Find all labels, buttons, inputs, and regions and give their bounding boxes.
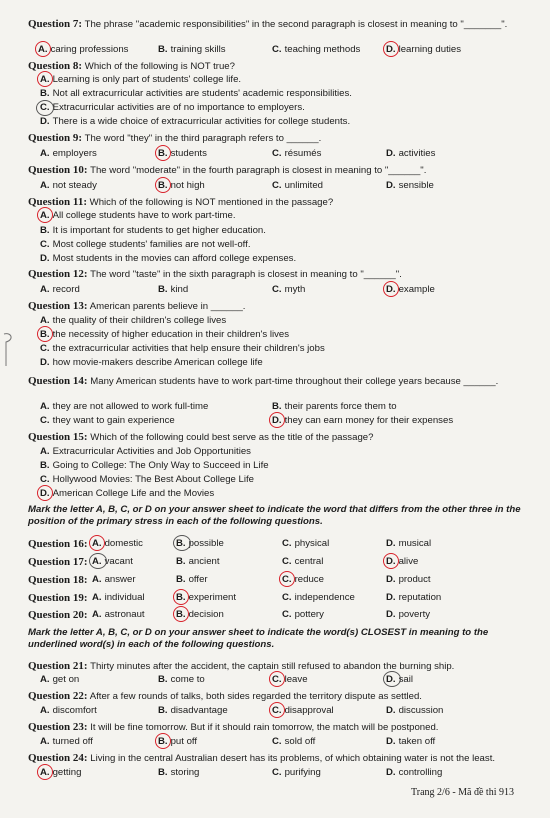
question-14 xyxy=(28,375,518,388)
question-18: Question 18: xyxy=(28,574,88,586)
option-b[interactable]: B. disadvantage xyxy=(158,705,228,716)
question-17: Question 17: xyxy=(28,556,88,568)
option-d[interactable]: D. American College Life and the Movies xyxy=(40,488,215,499)
option-a[interactable]: A. not steady xyxy=(40,180,97,191)
option-c[interactable]: C. leave xyxy=(272,674,308,685)
question-text: The word "taste" in the sixth paragraph is closest in meaning to "______". xyxy=(90,269,402,280)
section-instruction: Mark the letter A, B, C, or D on your answer sheet to indicate the word that differs from the other three in the position of the primary stress in each of the following questions. xyxy=(28,504,521,527)
option-a[interactable]: A. Learning is only part of students' college life. xyxy=(40,74,242,85)
option-a[interactable]: A. getting xyxy=(40,767,82,778)
question-lead: Question 9: xyxy=(28,132,83,144)
option-c[interactable]: C. Most college students' families are not well-off. xyxy=(40,239,251,250)
option-b[interactable]: B. come to xyxy=(158,674,205,685)
option-a[interactable]: A. domestic xyxy=(92,538,143,549)
option-b[interactable]: B. their parents force them to xyxy=(272,401,397,412)
option-b[interactable]: B. experiment xyxy=(176,592,237,603)
question-11 xyxy=(28,196,532,209)
question-text: The phrase "academic responsibilities" in the second paragraph is closest in meaning to "_______". xyxy=(84,19,508,30)
option-b[interactable]: B. ancient xyxy=(176,556,220,567)
option-d[interactable]: D. reputation xyxy=(386,592,442,603)
question-text: Which of the following is NOT true? xyxy=(84,61,235,72)
question-19: Question 19: xyxy=(28,592,88,604)
question-text: Which of the following could best serve as the title of the passage? xyxy=(90,432,374,443)
option-d[interactable]: D. sensible xyxy=(386,180,434,191)
option-b[interactable]: B. kind xyxy=(158,284,189,295)
question-text: After a few rounds of talks, both sides regarded the territory dispute as settled. xyxy=(89,691,422,702)
question-lead: Question 21: xyxy=(28,660,88,672)
option-c[interactable]: C. disapproval xyxy=(272,705,334,716)
question-24 xyxy=(28,752,532,765)
option-b[interactable]: B. It is important for students to get higher education. xyxy=(40,225,266,236)
option-b[interactable]: B. training skills xyxy=(158,44,226,55)
question-lead: Question 7: xyxy=(28,18,83,30)
question-lead: Question 8: xyxy=(28,60,83,72)
page-footer: Trang 2/6 - Mã đề thi 913 xyxy=(411,787,514,798)
option-c[interactable]: C. physical xyxy=(282,538,330,549)
option-c[interactable]: C. reduce xyxy=(282,574,324,585)
option-b[interactable]: B. storing xyxy=(158,767,200,778)
question-lead: Question 15: xyxy=(28,431,88,443)
option-a[interactable]: A. the quality of their children's college lives xyxy=(40,315,227,326)
option-c[interactable]: C. Extracurricular activities are of no importance to employers. xyxy=(40,102,305,113)
question-lead: Question 24: xyxy=(28,752,88,764)
option-d[interactable]: D. activities xyxy=(386,148,436,159)
option-a[interactable]: A. employers xyxy=(40,148,97,159)
option-d[interactable]: D. taken off xyxy=(386,736,436,747)
option-a[interactable]: A. astronaut xyxy=(92,609,145,620)
option-d[interactable]: D. sail xyxy=(386,674,413,685)
option-b[interactable]: B. Going to College: The Only Way to Succeed in Life xyxy=(40,460,269,471)
option-a[interactable]: A. discomfort xyxy=(40,705,97,716)
question-text: Which of the following is NOT mentioned in the passage? xyxy=(89,197,334,208)
option-d[interactable]: D. product xyxy=(386,574,431,585)
option-c[interactable]: C. purifying xyxy=(272,767,321,778)
option-d[interactable]: D. example xyxy=(386,284,435,295)
option-c[interactable]: C. sold off xyxy=(272,736,316,747)
option-a[interactable]: A. individual xyxy=(92,592,145,603)
option-b[interactable]: B. offer xyxy=(176,574,208,585)
section-instruction: Mark the letter A, B, C, or D on your answer sheet to indicate the word(s) CLOSEST in meaning to the underlined word(s) in each of the following questions. xyxy=(28,627,489,650)
option-c[interactable]: C. teaching methods xyxy=(272,44,361,55)
option-a[interactable]: A. turned off xyxy=(40,736,93,747)
option-a[interactable]: A. caring professions xyxy=(38,44,129,55)
question-9 xyxy=(28,132,532,145)
question-text: Many American students have to work part-time throughout their college years because ______. xyxy=(90,376,499,387)
question-15 xyxy=(28,431,532,444)
question-8 xyxy=(28,60,532,73)
question-23 xyxy=(28,721,532,734)
question-lead: Question 13: xyxy=(28,300,88,312)
question-text: American parents believe in ______. xyxy=(89,301,246,312)
option-a[interactable]: A. record xyxy=(40,284,80,295)
option-c[interactable]: C. myth xyxy=(272,284,306,295)
question-22 xyxy=(28,690,532,703)
option-b[interactable]: B. not high xyxy=(158,180,205,191)
question-lead: Question 23: xyxy=(28,721,88,733)
option-c[interactable]: C. the extracurricular activities that help ensure their children's jobs xyxy=(40,343,325,354)
question-lead: Question 22: xyxy=(28,690,88,702)
option-c[interactable]: C. they want to gain experience xyxy=(40,415,175,426)
option-b[interactable]: B. decision xyxy=(176,609,224,620)
question-text: Thirty minutes after the accident, the captain still refused to abandon the burning ship. xyxy=(90,661,455,672)
question-16: Question 16: xyxy=(28,538,88,550)
question-lead: Question 12: xyxy=(28,268,88,280)
option-b[interactable]: B. Not all extracurricular activities are students' academic responsibilities. xyxy=(40,88,352,99)
option-a[interactable]: A. vacant xyxy=(92,556,133,567)
option-b[interactable]: B. the necessity of higher education in their children's lives xyxy=(40,329,290,340)
question-lead: Question 14: xyxy=(28,375,88,387)
option-a[interactable]: A. get on xyxy=(40,674,80,685)
question-21 xyxy=(28,660,532,673)
option-d[interactable]: D. Most students in the movies can afford college expenses. xyxy=(40,253,297,264)
question-lead: Question 10: xyxy=(28,164,88,176)
option-c[interactable]: C. Hollywood Movies: The Best About College Life xyxy=(40,474,254,485)
option-d[interactable]: D. There is a wide choice of extracurricular activities for college students. xyxy=(40,116,351,127)
question-10 xyxy=(28,164,532,177)
question-lead: Question 11: xyxy=(28,196,87,208)
option-b[interactable]: B. put off xyxy=(158,736,198,747)
question-20: Question 20: xyxy=(28,609,88,621)
option-d[interactable]: D. learning duties xyxy=(386,44,461,55)
option-c[interactable]: C. central xyxy=(282,556,324,567)
option-d[interactable]: D. discussion xyxy=(386,705,444,716)
question-12 xyxy=(28,268,532,281)
option-d[interactable]: D. controlling xyxy=(386,767,443,778)
option-c[interactable]: C. unlimited xyxy=(272,180,323,191)
question-13 xyxy=(28,300,532,313)
option-a[interactable]: A. Extracurricular Activities and Job Opportunities xyxy=(40,446,251,457)
option-b[interactable]: B. possible xyxy=(176,538,224,549)
option-c[interactable]: C. pottery xyxy=(282,609,324,620)
option-d[interactable]: D. alive xyxy=(386,556,419,567)
option-d[interactable]: D. poverty xyxy=(386,609,431,620)
option-a[interactable]: A. they are not allowed to work full-time xyxy=(40,401,209,412)
option-c[interactable]: C. résumés xyxy=(272,148,322,159)
option-d[interactable]: D. they can earn money for their expenses xyxy=(272,415,454,426)
option-b[interactable]: B. students xyxy=(158,148,207,159)
option-d[interactable]: D. how movie-makers describe American college life xyxy=(40,357,263,368)
question-text: Living in the central Australian desert has its problems, of which obtaining water is not the least. xyxy=(90,753,496,764)
option-c[interactable]: C. independence xyxy=(282,592,355,603)
option-a[interactable]: A. All college students have to work part-time. xyxy=(40,210,236,221)
question-text: The word "they" in the third paragraph refers to ______. xyxy=(84,133,322,144)
option-a[interactable]: A. answer xyxy=(92,574,136,585)
pencil-scribble-icon xyxy=(0,330,20,370)
question-text: The word "moderate" in the fourth paragraph is closest in meaning to "______". xyxy=(90,165,427,176)
question-text: It will be fine tomorrow. But if it should rain tomorrow, the match will be postponed. xyxy=(90,722,439,733)
option-d[interactable]: D. musical xyxy=(386,538,432,549)
question-7 xyxy=(28,18,528,31)
